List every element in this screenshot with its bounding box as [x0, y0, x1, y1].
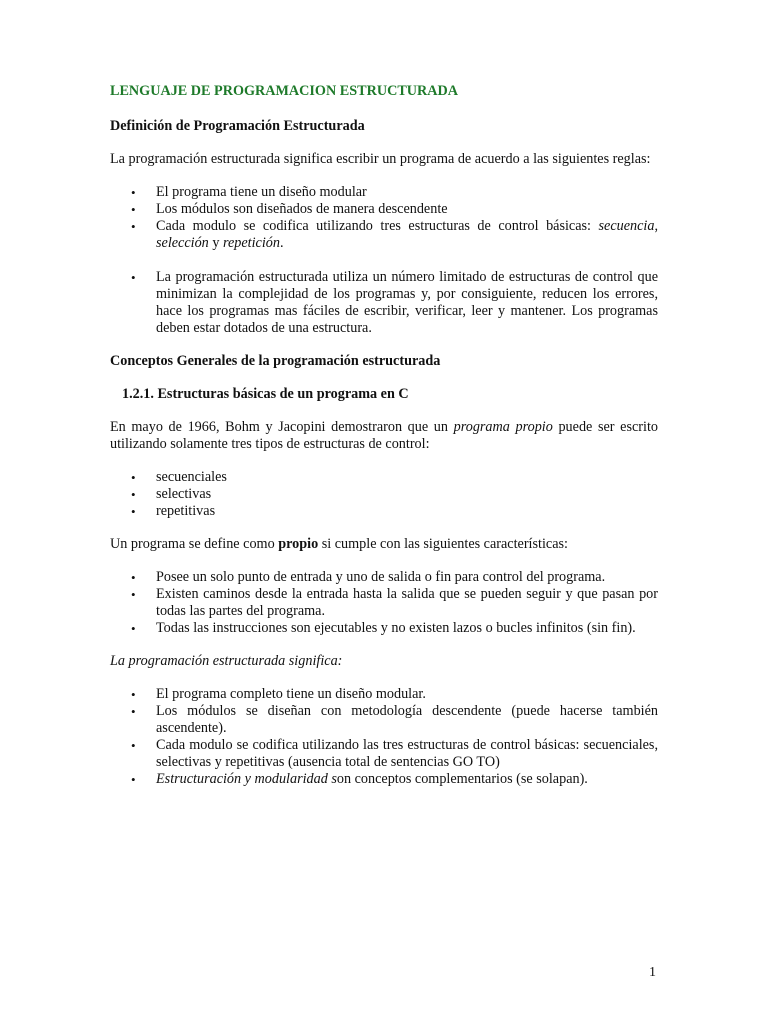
list-item: • Los módulos se diseñan con metodología descendente (puede hacerse también ascendente).	[110, 703, 658, 737]
subsection-heading: 1.2.1. Estructuras básicas de un programa en C	[122, 386, 409, 402]
italic-text: Estructuración y modularidad s	[156, 771, 337, 787]
conjunction: y	[208, 235, 223, 251]
italic-text: La programación estructurada significa:	[110, 653, 343, 669]
rule-item	[110, 218, 658, 252]
paragraph-text: En mayo de 1966, Bohm y Jacopini demostraron que un	[110, 419, 454, 435]
term-secuencia: secuencia	[598, 218, 655, 234]
list-item	[110, 771, 658, 788]
document-title: LENGUAJE DE PROGRAMACION ESTRUCTURADA	[110, 83, 459, 99]
page-number: 1	[649, 965, 656, 980]
paragraph-text: puede ser escrito utilizando solamente tres tipos de estructuras de control:	[110, 419, 658, 452]
rule-item: • La programación estructurada utiliza un número limitado de estructuras de control que minimizan la complejidad de los programas y, por consiguiente, reducen los errores, hace los programas mas fáciles de escribir, verificar, leer y mantener. Los programas deben estar dotados de una estructura.	[110, 269, 658, 337]
control-types-list	[110, 469, 658, 520]
rule-text: Cada modulo se codifica utilizando tres estructuras de control básicas:	[156, 218, 599, 234]
term-repeticion: repetición	[222, 235, 280, 251]
list-item: • selectivas	[110, 486, 658, 503]
section-heading-concepts: Conceptos Generales de la programación estructurada	[110, 353, 441, 369]
list-item: • Cada modulo se codifica utilizando las tres estructuras de control básicas: secuenciales, selectivas y repetitivas (ausencia total de sentencias GO TO)	[110, 737, 658, 771]
period: .	[279, 235, 284, 251]
propio-paragraph	[110, 536, 658, 553]
italic-term: programa propio	[453, 419, 553, 435]
rule-item: • El programa tiene un diseño modular	[110, 184, 658, 201]
list-item: • Todas las instrucciones son ejecutables y no existen lazos o bucles infinitos (sin fin).	[110, 620, 658, 637]
list-item: • secuenciales	[110, 469, 658, 486]
list-item: • Existen caminos desde la entrada hasta la salida que se pueden seguir y que pasan por todas las partes del programa.	[110, 586, 658, 620]
rules-list	[110, 184, 658, 337]
list-text: on conceptos complementarios (se solapan).	[336, 771, 588, 787]
rule-item: • Los módulos son diseñados de manera descendente	[110, 201, 658, 218]
term-seleccion: selección	[156, 235, 209, 251]
section-heading-definition: Definición de Programación Estructurada	[110, 118, 365, 134]
list-item: • repetitivas	[110, 503, 658, 520]
bohm-jacopini-paragraph	[110, 419, 658, 453]
list-item: • Posee un solo punto de entrada y uno de salida o fin para control del programa.	[110, 569, 658, 586]
document-page	[110, 83, 658, 804]
bold-term: propio	[278, 536, 319, 552]
definition-paragraph: La programación estructurada significa escribir un programa de acuerdo a las siguientes reglas:	[110, 151, 651, 167]
italic-heading	[110, 653, 658, 670]
paragraph-text: Un programa se define como	[110, 536, 279, 552]
list-item: • El programa completo tiene un diseño modular.	[110, 686, 658, 703]
paragraph-text: si cumple con las siguientes características:	[318, 536, 568, 552]
propio-characteristics-list	[110, 569, 658, 637]
meaning-list	[110, 686, 658, 788]
separator: ,	[654, 218, 658, 234]
